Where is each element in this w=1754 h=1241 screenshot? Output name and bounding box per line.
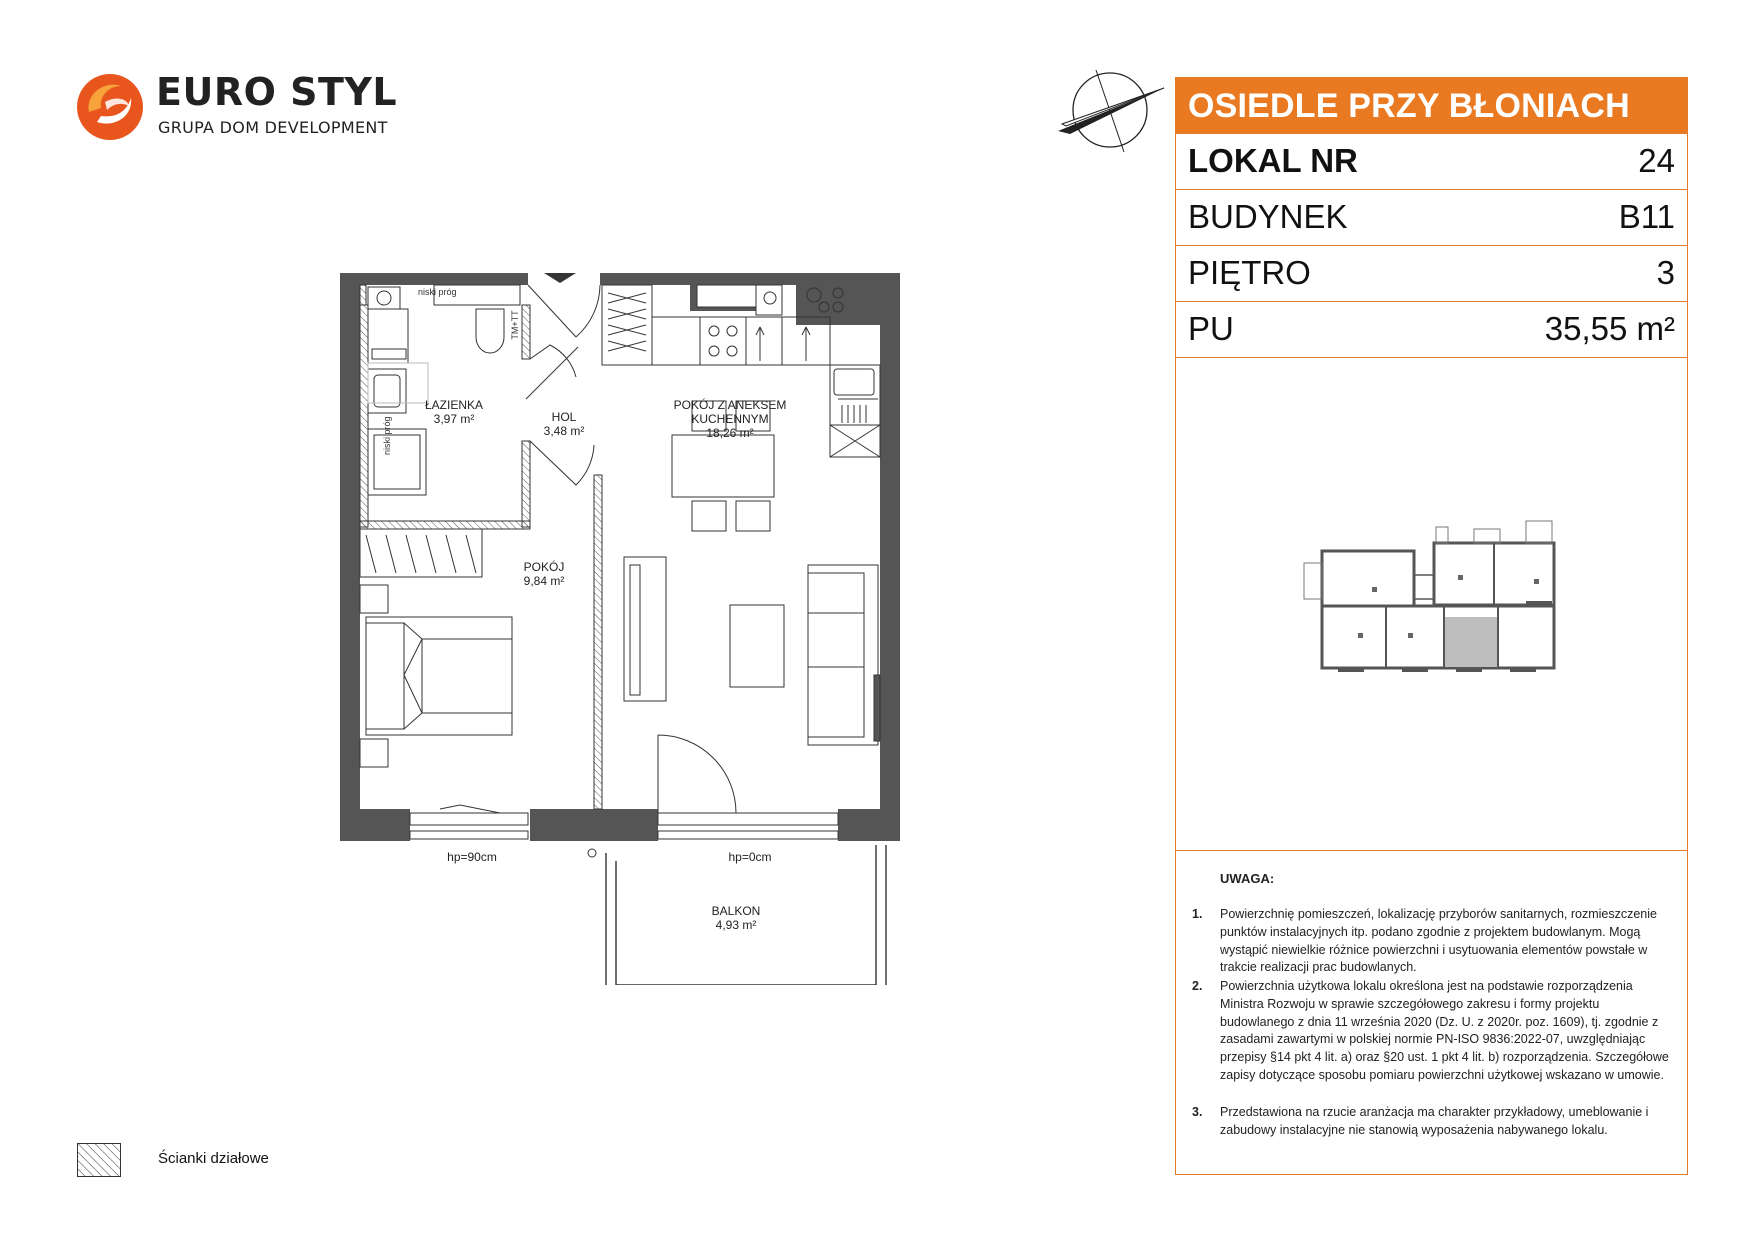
threshold-label-side: niski próg bbox=[382, 416, 392, 455]
meter-label: TM+TT bbox=[510, 310, 520, 340]
note-1 bbox=[1192, 906, 1670, 977]
floor-label: PIĘTRO bbox=[1188, 254, 1311, 291]
info-row-unit bbox=[1176, 134, 1687, 190]
brand-subtitle: GRUPA DOM DEVELOPMENT bbox=[158, 118, 388, 137]
area-label: PU bbox=[1188, 310, 1234, 347]
note-number: 3. bbox=[1192, 1105, 1203, 1119]
room-area-balcony: 4,93 m² bbox=[715, 918, 757, 932]
area-value: 35,55 m² bbox=[1544, 310, 1675, 347]
legend-label: Ścianki działowe bbox=[158, 1150, 269, 1167]
info-row-area bbox=[1176, 302, 1687, 358]
room-label-living-2: KUCHENNYM bbox=[691, 412, 769, 426]
note-number: 1. bbox=[1192, 907, 1203, 921]
note-number: 2. bbox=[1192, 979, 1203, 993]
room-label-bedroom: POKÓJ bbox=[523, 560, 565, 574]
note-text: Powierzchnia użytkowa lokalu określona jest na podstawie rozporządzenia Ministra Rozwoju w sprawie szczegółowego zakresu i formy projektu budowlanego z dnia 11 września 2020 (Dz. U. z 2020r. poz. 1609), tj. zgodnie z zasadami zawartymi w polskiej normie PN-ISO 9836:2022-07, uwzględniając przepisy §14 pkt 4 lit. a) oraz §20 ust. 1 pkt 4 lit. b) rozporządzenia. Szczegółowe zapisy dotyczące sposobu pomiaru powierzchni użytkowej wskazano w umowie. bbox=[1220, 979, 1669, 1082]
sill-height-bedroom: hp=90cm bbox=[447, 850, 497, 864]
note-text: Powierzchnię pomieszczeń, lokalizację przyborów sanitarnych, rozmieszczenie punktów instalacyjnych itp. podano zgodnie z projektem budowlanym. Mogą wystąpić niewielkie różnice powierzchni i usytuowania elementów powstałe w trakcie realizacji prac budowlanych. bbox=[1220, 907, 1657, 975]
room-label-living: POKÓJ Z ANEKSEM bbox=[673, 398, 787, 412]
room-label-hall: HOL bbox=[551, 410, 577, 424]
info-row-floor bbox=[1176, 246, 1687, 302]
room-label-balcony: BALKON bbox=[711, 904, 761, 918]
note-text: Przedstawiona na rzucie aranżacja ma charakter przykładowy, umeblowanie i zabudowy instalacyjne nie stanowią wyposażenia nabywanego lokalu. bbox=[1220, 1105, 1649, 1137]
room-area-hall: 3,48 m² bbox=[543, 424, 585, 438]
panel-divider bbox=[1176, 850, 1687, 851]
highlighted-unit bbox=[1445, 617, 1497, 667]
info-row-building bbox=[1176, 190, 1687, 246]
note-2 bbox=[1192, 978, 1670, 1085]
euro-styl-logo-icon bbox=[75, 72, 145, 142]
floor-value: 3 bbox=[1656, 254, 1675, 291]
room-area-bathroom: 3,97 m² bbox=[433, 412, 475, 426]
sill-height-living: hp=0cm bbox=[728, 850, 772, 864]
unit-label: LOKAL NR bbox=[1188, 142, 1358, 179]
exterior-walls bbox=[340, 273, 900, 841]
brand-name: EURO STYL bbox=[156, 70, 398, 114]
building-label: BUDYNEK bbox=[1188, 198, 1348, 235]
compass-icon bbox=[1052, 68, 1170, 154]
estate-name: OSIEDLE PRZY BŁONIACH bbox=[1176, 78, 1687, 134]
building-value: B11 bbox=[1618, 198, 1675, 235]
unit-value: 24 bbox=[1638, 142, 1675, 179]
floor-plan bbox=[330, 265, 910, 985]
room-label-bathroom: ŁAZIENKA bbox=[424, 398, 484, 412]
building-key-plan bbox=[1298, 515, 1566, 685]
partition-wall-hatch-icon bbox=[77, 1143, 121, 1177]
room-area-bedroom: 9,84 m² bbox=[523, 574, 565, 588]
note-3 bbox=[1192, 1104, 1670, 1140]
room-area-living: 18,26 m² bbox=[706, 426, 754, 440]
notes-title: UWAGA: bbox=[1220, 871, 1275, 886]
threshold-label-top: niski próg bbox=[418, 287, 457, 297]
